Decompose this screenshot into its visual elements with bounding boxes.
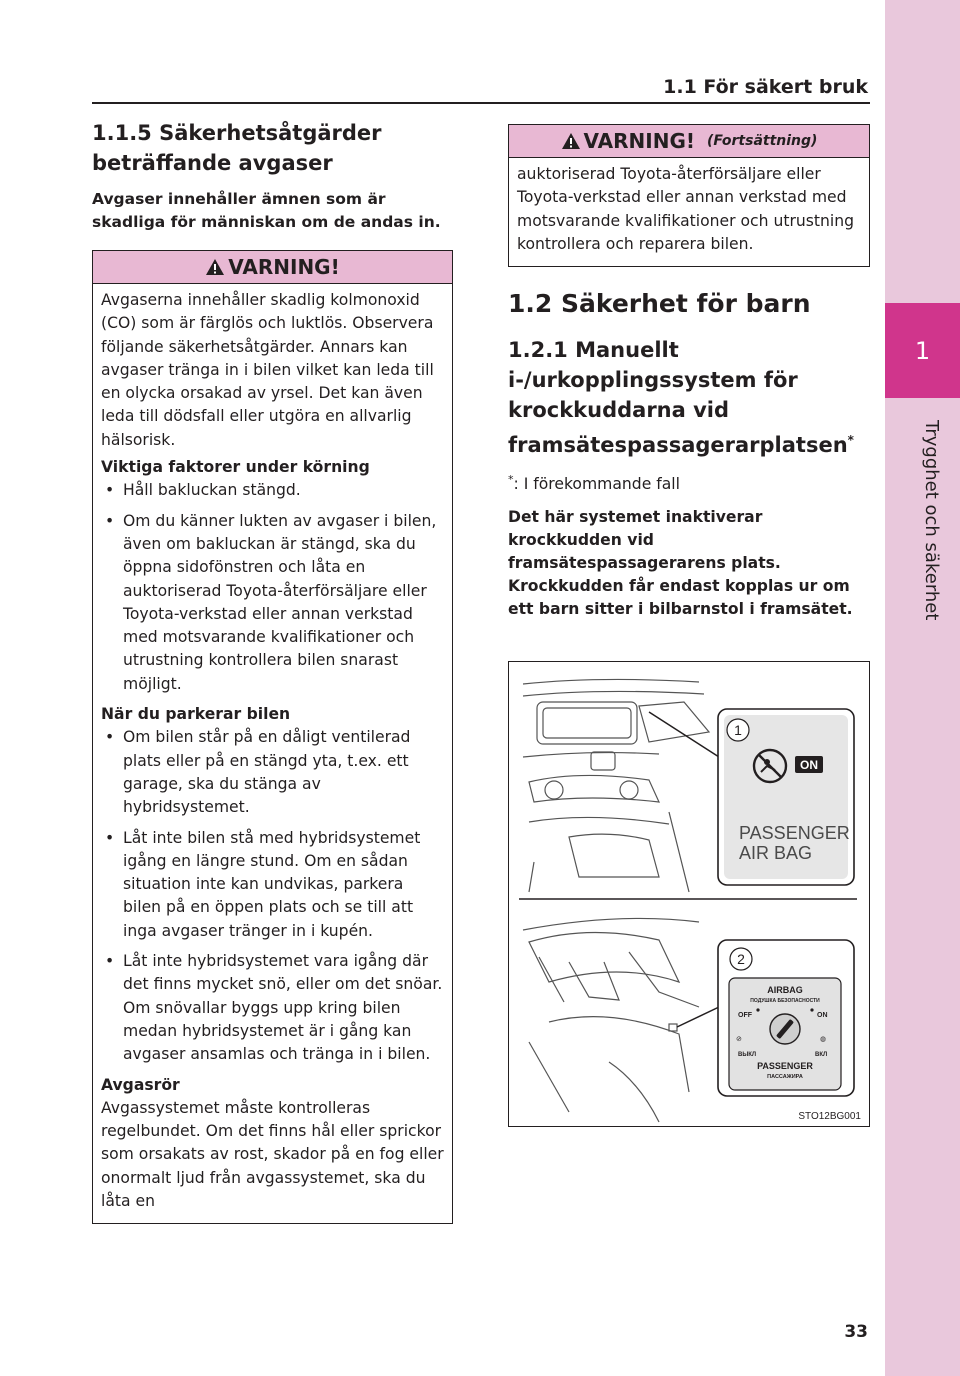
airbag-illustration <box>508 661 870 1127</box>
on-badge-text: ON <box>800 758 818 772</box>
right-column <box>508 124 870 621</box>
list-item: • Låt inte bilen stå med hybridsystemet igång en längre stund. Om en sådan situation inte kan undvikas, parkera bilen på en öppen plats och se till att inga avgaser tränger in i kupén. <box>101 827 444 943</box>
switch-on-label-ru: ВКЛ <box>815 1052 828 1058</box>
illustration-svg <box>509 662 868 1125</box>
indicator-text-line2: AIR BAG <box>739 843 813 863</box>
warning-continued-title: VARNING! <box>583 129 696 153</box>
subsection-footnote-marker: * <box>847 433 854 448</box>
callout-2-label: 2 <box>737 951 745 967</box>
switch-bottom-label-ru: ПАССАЖИРА <box>767 1074 803 1080</box>
warning-subhead-parking: När du parkerar bilen <box>101 705 291 724</box>
section-intro: Avgaser innehåller ämnen som är skadliga för människan om de andas in. <box>92 190 441 231</box>
chapter-title-vertical: Trygghet och säkerhet <box>921 420 942 621</box>
chapter-heading: 1.2 Säkerhet för barn <box>508 289 811 319</box>
airbag-on-icon: ◍ <box>820 1036 827 1043</box>
driving-list <box>101 479 444 696</box>
footnote-text: : I förekommande fall <box>513 475 680 494</box>
section-title: 1.1.5 Säkerhetsåtgärder beträffande avgaser <box>92 121 382 175</box>
switch-title: AIRBAG <box>767 985 803 995</box>
warning-triangle-icon <box>561 132 581 150</box>
warning-continued-header <box>509 125 869 158</box>
footnote-marker: * <box>508 473 514 487</box>
subsection-title-text: 1.2.1 Manuellt i-/urkopplingssystem för krockkuddarna vid framsätespassagerarplatsen <box>508 338 848 458</box>
list-item: • Håll bakluckan stängd. <box>101 479 444 502</box>
switch-title-ru: ПОДУШКА БЕЗОПАСНОСТИ <box>750 998 820 1004</box>
running-header: 1.1 För säkert bruk <box>663 76 868 98</box>
system-description: Det här systemet inaktiverar krockkudden vid framsätespassagerarens plats. Krockkudden får endast kopplas ur om ett barn sitter i bilbarnstol i framsätet. <box>508 508 853 619</box>
warning-header <box>93 251 452 284</box>
subsection-title <box>508 335 870 460</box>
warning-subhead-exhaust: Avgasrör <box>101 1075 180 1094</box>
warning-intro: Avgaserna innehåller skadlig kolmonoxid (CO) som är färglös och luktlös. Observera följande säkerhetsåtgärder. Annars kan avgaser tränga in i bilen vilket kan leda till en olycka orsakad av yrsel. Det kan även leda till dödsfall eller utgöra en allvarlig hälsorisk. <box>101 291 434 449</box>
switch-off-label: OFF <box>738 1012 752 1019</box>
warning-subhead-driving: Viktiga faktorer under körning <box>101 458 370 477</box>
list-item: • Låt inte hybridsystemet vara igång där det finns mycket snö, eller om det snöar. Om snövallar byggs upp kring bilen medan hybridsystemet är i gång kan avgaser ansamlas och tränga in i bilen. <box>101 950 444 1066</box>
left-column <box>92 118 453 1224</box>
switch-bottom-label: PASSENGER <box>757 1061 813 1071</box>
warning-continued-body <box>509 158 869 266</box>
chapter-sidebar <box>885 0 960 1376</box>
chapter-number: 1 <box>914 336 931 365</box>
footnote <box>508 468 870 496</box>
page-number: 33 <box>844 1322 868 1342</box>
figure-code: STO12BG001 <box>798 1111 861 1122</box>
warning-continued-box <box>508 124 870 267</box>
switch-on-label: ON <box>817 1012 828 1019</box>
warning-title: VARNING! <box>228 255 340 279</box>
warning-triangle-icon <box>205 258 225 276</box>
parking-list <box>101 726 444 1066</box>
warning-continued-text: auktoriserad Toyota-återförsäljare eller Toyota-verkstad eller annan verkstad med motsvarande kvalifikationer och utrustning kontrollera och reparera bilen. <box>517 165 854 253</box>
switch-off-label-ru: ВЫКЛ <box>738 1052 757 1058</box>
list-item: • Om bilen står på en dåligt ventilerad plats eller på en stängd yta, t.ex. ett garage, ska du stänga av hybridsystemet. <box>101 726 444 819</box>
chapter-number-tab[interactable] <box>885 303 960 398</box>
callout-1-label: 1 <box>734 722 742 738</box>
warning-box <box>92 250 453 1224</box>
warning-continued-subtitle: (Fortsättning) <box>707 133 818 149</box>
airbag-off-icon: ⊘ <box>736 1036 742 1043</box>
list-item: • Om du känner lukten av avgaser i bilen, även om bakluckan är stängd, ska du öppna sidofönstren och låta en auktoriserad Toyota-återförsäljare eller Toyota-verkstad eller annan verkstad med motsvarande kvalifikationer och utrustning kontrollera bilen snarast möjligt. <box>101 510 444 696</box>
warning-exhaust-text: Avgassystemet måste kontrolleras regelbundet. Om det finns hål eller sprickor som orsakats av rost, skador på en fog eller onormalt ljud från avgassystemet, ska du låta en <box>101 1098 444 1210</box>
warning-body <box>93 284 452 1223</box>
header-rule <box>92 102 870 104</box>
indicator-text-line1: PASSENGER <box>739 823 850 843</box>
